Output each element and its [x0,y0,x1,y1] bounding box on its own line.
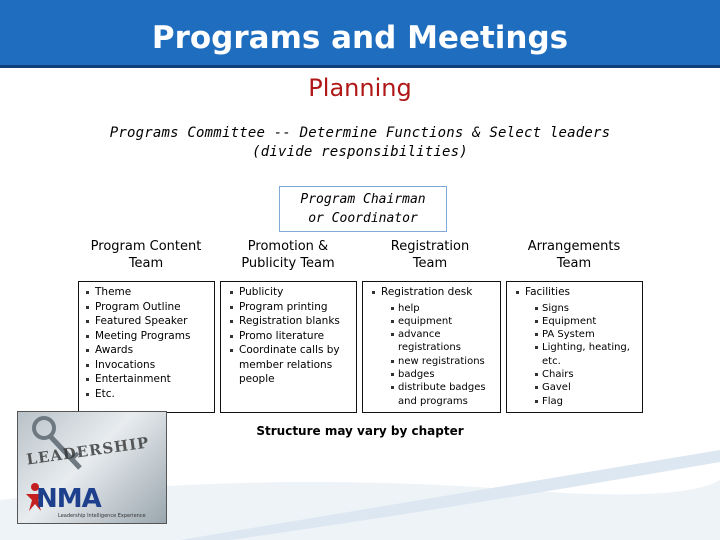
list-subitem: help [391,302,496,315]
intro-line-2: (divide responsibilities) [252,144,468,160]
list-item: Coordinate calls by member relations people [229,343,352,387]
team-header-line-1: Program Content [90,239,202,254]
logo-mark: NMA [36,484,101,514]
team-header-arrangements [506,238,642,278]
team-header-promotion [220,238,356,278]
list-item: Entertainment [85,372,210,387]
intro-line-1: Programs Committee -- Determine Functions & Select leaders [109,125,611,141]
team-header-line-2: Team [412,256,448,271]
list-item: Program Outline [85,300,210,315]
team-header-line-2: Team [128,256,164,271]
list-subitem: Flag [535,395,638,408]
chairman-line-2: or Coordinator [308,211,418,226]
title-bar [0,0,720,68]
list-subitem: badges [391,368,496,381]
list-subitem: Gavel [535,381,638,394]
slide-title: Programs and Meetings [151,20,569,56]
list-item: Theme [85,285,210,300]
list-item: Awards [85,343,210,358]
list-subitem: advance registrations [391,328,496,355]
list-subitem: Chairs [535,368,638,381]
list-subitem: PA System [535,328,638,341]
list-item: Featured Speaker [85,314,210,329]
logo-word: LEADERSHIP [25,433,151,469]
team-header-line-1: Promotion & [247,239,329,254]
list-subitem: equipment [391,315,496,328]
list-subitem: Lighting, heating, etc. [535,341,638,368]
list-subitem: Signs [535,302,638,315]
list-item: Program printing [229,300,352,315]
registration-item-list [371,285,496,300]
chairman-line-1: Program Chairman [300,192,426,207]
list-item: Invocations [85,358,210,373]
list-item: Registration blanks [229,314,352,329]
team-header-line-2: Team [556,256,592,271]
nma-leadership-logo [17,411,167,524]
chairman-box [279,186,447,232]
list-item: Registration desk [371,285,496,300]
list-subitem: distribute badges and programs [391,381,496,408]
list-item: Promo literature [229,329,352,344]
team-header-line-1: Arrangements [527,239,621,254]
team-header-line-1: Registration [390,239,470,254]
team-header-registration [362,238,498,278]
structure-note: Structure may vary by chapter [256,424,464,438]
list-subitem: Equipment [535,315,638,328]
slide-subtitle: Planning [308,74,412,102]
list-item: Etc. [85,387,210,402]
list-subitem: new registrations [391,355,496,368]
team-header-content [78,238,214,278]
team-header-line-2: Publicity Team [241,256,335,271]
promotion-item-list [229,285,352,387]
arrangements-item-list [515,285,638,300]
list-item: Meeting Programs [85,329,210,344]
list-item: Publicity [229,285,352,300]
list-item: Facilities [515,285,638,300]
intro-text [100,124,620,162]
logo-tagline: Leadership Intelligence Experience [58,513,146,519]
